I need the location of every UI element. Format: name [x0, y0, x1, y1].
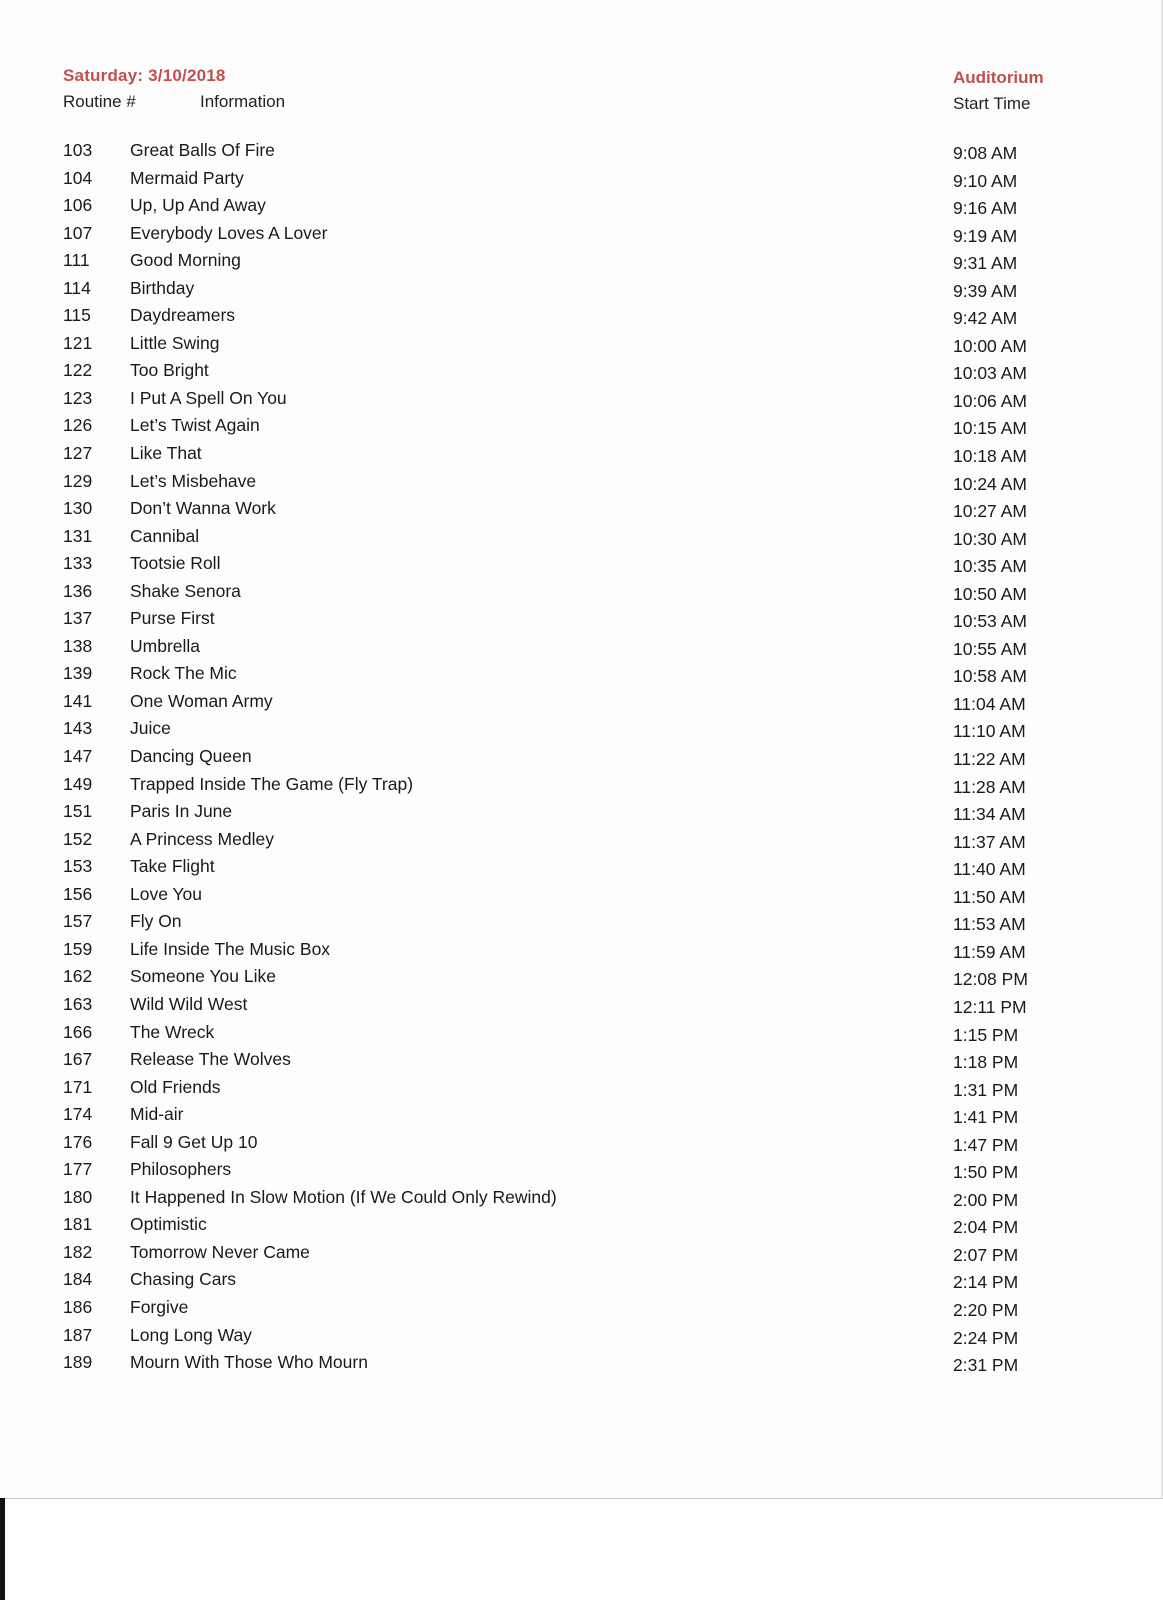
routine-start-time: 9:16 AM [953, 198, 1018, 219]
table-row [0, 856, 1163, 884]
table-row [0, 140, 1163, 168]
routine-title: Juice [130, 718, 171, 739]
blank-margin [5, 1499, 1163, 1600]
routine-title: Tootsie Roll [130, 553, 221, 574]
routine-start-time: 11:22 AM [953, 749, 1026, 770]
column-header-routine: Routine # [63, 92, 136, 111]
routine-number: 162 [63, 966, 93, 987]
routine-start-time: 10:58 AM [953, 666, 1027, 687]
routine-number: 127 [63, 443, 93, 464]
routine-start-time: 11:53 AM [953, 914, 1026, 935]
routine-number: 174 [63, 1104, 93, 1125]
routine-start-time: 1:50 PM [953, 1162, 1019, 1183]
routine-title: Cannibal [130, 525, 200, 546]
routine-title: One Woman Army [130, 690, 273, 711]
routine-start-time: 11:04 AM [953, 693, 1026, 714]
routine-title: Mermaid Party [130, 167, 244, 188]
table-row [0, 1269, 1163, 1297]
table-row [0, 1159, 1163, 1187]
routine-number: 180 [63, 1186, 93, 1207]
routine-title: Everybody Loves A Lover [130, 222, 328, 243]
table-row [0, 1022, 1163, 1050]
routine-title: The Wreck [130, 1021, 215, 1042]
table-row [0, 663, 1163, 691]
routine-number: 130 [63, 498, 93, 519]
table-row [0, 526, 1163, 554]
page-bottom-edge [0, 1498, 1163, 1499]
table-row [0, 939, 1163, 967]
routine-number: 189 [63, 1352, 93, 1373]
routine-start-time: 11:37 AM [953, 831, 1026, 852]
routine-start-time: 9:39 AM [953, 280, 1018, 301]
routine-start-time: 2:07 PM [953, 1244, 1019, 1265]
column-header-information: Information [200, 92, 286, 111]
routine-title: Love You [130, 883, 203, 904]
routine-start-time: 10:50 AM [953, 583, 1027, 604]
table-row [0, 636, 1163, 664]
table-row [0, 884, 1163, 912]
routine-start-time: 10:35 AM [953, 556, 1027, 577]
table-row [0, 608, 1163, 636]
routine-title: Chasing Cars [130, 1269, 237, 1290]
routine-list [0, 140, 1163, 1380]
table-row [0, 774, 1163, 802]
routine-number: 181 [63, 1214, 93, 1235]
routine-number: 157 [63, 911, 93, 932]
table-row [0, 718, 1163, 746]
table-row [0, 1325, 1163, 1353]
routine-number: 136 [63, 580, 93, 601]
routine-start-time: 11:28 AM [953, 776, 1026, 797]
routine-title: Dancing Queen [130, 746, 252, 767]
routine-number: 166 [63, 1021, 93, 1042]
routine-title: Don’t Wanna Work [130, 498, 276, 519]
table-row [0, 994, 1163, 1022]
routine-title: Someone You Like [130, 966, 276, 987]
routine-start-time: 12:11 PM [953, 996, 1027, 1017]
routine-title: Long Long Way [130, 1324, 252, 1345]
table-row [0, 415, 1163, 443]
table-row [0, 1132, 1163, 1160]
routine-number: 167 [63, 1049, 93, 1070]
routine-start-time: 2:04 PM [953, 1217, 1019, 1238]
routine-start-time: 11:59 AM [953, 941, 1026, 962]
table-row [0, 498, 1163, 526]
routine-title: Let’s Twist Again [130, 415, 260, 436]
routine-title: Up, Up And Away [130, 195, 266, 216]
routine-title: Purse First [130, 608, 215, 629]
routine-title: Old Friends [130, 1076, 221, 1097]
routine-start-time: 1:15 PM [953, 1024, 1019, 1045]
routine-number: 141 [63, 690, 93, 711]
routine-start-time: 10:00 AM [953, 335, 1027, 356]
routine-title: Fall 9 Get Up 10 [130, 1131, 258, 1152]
day-title: Saturday: 3/10/2018 [63, 66, 226, 85]
table-row [0, 195, 1163, 223]
routine-number: 184 [63, 1269, 93, 1290]
routine-number: 139 [63, 663, 93, 684]
routine-start-time: 2:00 PM [953, 1189, 1019, 1210]
table-row [0, 801, 1163, 829]
table-row [0, 1297, 1163, 1325]
routine-number: 115 [63, 305, 91, 326]
table-row [0, 966, 1163, 994]
routine-number: 163 [63, 993, 93, 1014]
routine-title: Too Bright [130, 360, 209, 381]
routine-number: 111 [63, 250, 90, 271]
routine-number: 137 [63, 608, 93, 629]
routine-start-time: 10:03 AM [953, 363, 1027, 384]
routine-start-time: 10:53 AM [953, 611, 1027, 632]
table-row [0, 471, 1163, 499]
routine-number: 131 [63, 525, 93, 546]
routine-title: A Princess Medley [130, 828, 274, 849]
routine-title: Life Inside The Music Box [130, 938, 331, 959]
routine-start-time: 11:50 AM [953, 886, 1026, 907]
table-row [0, 223, 1163, 251]
table-row [0, 278, 1163, 306]
routine-start-time: 1:47 PM [953, 1134, 1019, 1155]
routine-title: Trapped Inside The Game (Fly Trap) [130, 773, 414, 794]
routine-start-time: 2:14 PM [953, 1272, 1019, 1293]
routine-number: 133 [63, 553, 93, 574]
routine-title: Philosophers [130, 1159, 232, 1180]
routine-number: 152 [63, 828, 93, 849]
routine-number: 123 [63, 387, 93, 408]
routine-start-time: 11:10 AM [953, 721, 1026, 742]
routine-title: Let’s Misbehave [130, 470, 257, 491]
routine-number: 107 [63, 222, 93, 243]
routine-start-time: 1:31 PM [953, 1079, 1019, 1100]
table-row [0, 443, 1163, 471]
scan-shadow [0, 1498, 5, 1600]
routine-number: 143 [63, 718, 93, 739]
table-row [0, 1352, 1163, 1380]
routine-number: 151 [63, 801, 93, 822]
routine-number: 153 [63, 856, 93, 877]
table-row [0, 305, 1163, 333]
routine-start-time: 10:55 AM [953, 638, 1027, 659]
routine-title: Rock The Mic [130, 663, 237, 684]
routine-start-time: 9:31 AM [953, 253, 1018, 274]
routine-start-time: 9:19 AM [953, 225, 1018, 246]
routine-number: 149 [63, 773, 93, 794]
table-row [0, 388, 1163, 416]
routine-title: Optimistic [130, 1214, 207, 1235]
routine-start-time: 1:18 PM [953, 1052, 1019, 1073]
routine-start-time: 10:24 AM [953, 473, 1027, 494]
routine-start-time: 12:08 PM [953, 969, 1028, 990]
table-row [0, 250, 1163, 278]
routine-title: Mid-air [130, 1104, 184, 1125]
routine-title: Good Morning [130, 250, 241, 271]
routine-start-time: 10:27 AM [953, 501, 1027, 522]
table-row [0, 1242, 1163, 1270]
routine-start-time: 11:40 AM [953, 859, 1026, 880]
table-row [0, 360, 1163, 388]
routine-title: Wild Wild West [130, 993, 248, 1014]
table-row [0, 1187, 1163, 1215]
routine-start-time: 10:18 AM [953, 446, 1027, 467]
routine-title: Paris In June [130, 801, 233, 822]
routine-title: Great Balls Of Fire [130, 140, 275, 160]
venue-title: Auditorium [953, 68, 1044, 87]
routine-title: Take Flight [130, 856, 215, 877]
routine-start-time: 9:08 AM [953, 143, 1018, 163]
routine-start-time: 9:10 AM [953, 170, 1018, 191]
column-header-start-time: Start Time [953, 94, 1031, 113]
routine-start-time: 2:31 PM [953, 1355, 1019, 1376]
table-row [0, 1077, 1163, 1105]
routine-number: 114 [63, 277, 91, 298]
routine-title: Mourn With Those Who Mourn [130, 1352, 368, 1373]
table-row [0, 691, 1163, 719]
routine-number: 159 [63, 938, 93, 959]
routine-title: Umbrella [130, 635, 201, 656]
routine-start-time: 1:41 PM [953, 1107, 1019, 1128]
routine-title: Like That [130, 443, 202, 464]
routine-title: Tomorrow Never Came [130, 1241, 310, 1262]
routine-number: 106 [63, 195, 93, 216]
table-row [0, 1214, 1163, 1242]
table-row [0, 333, 1163, 361]
routine-title: Shake Senora [130, 580, 241, 601]
table-row [0, 911, 1163, 939]
routine-number: 103 [63, 140, 93, 160]
routine-start-time: 10:30 AM [953, 528, 1027, 549]
routine-number: 171 [63, 1076, 93, 1097]
routine-number: 138 [63, 635, 93, 656]
routine-number: 126 [63, 415, 93, 436]
routine-start-time: 11:34 AM [953, 804, 1026, 825]
table-row [0, 1104, 1163, 1132]
routine-title: Birthday [130, 277, 195, 298]
routine-number: 129 [63, 470, 93, 491]
routine-number: 104 [63, 167, 93, 188]
table-row [0, 829, 1163, 857]
routine-start-time: 10:06 AM [953, 390, 1027, 411]
routine-start-time: 2:24 PM [953, 1327, 1019, 1348]
routine-title: It Happened In Slow Motion (If We Could Only Rewind) [130, 1186, 557, 1207]
table-row [0, 553, 1163, 581]
table-row [0, 1049, 1163, 1077]
table-row [0, 168, 1163, 196]
routine-title: Release The Wolves [130, 1049, 291, 1070]
routine-number: 186 [63, 1296, 93, 1317]
routine-number: 122 [63, 360, 93, 381]
routine-title: Fly On [130, 911, 182, 932]
routine-start-time: 10:15 AM [953, 418, 1027, 439]
routine-start-time: 9:42 AM [953, 308, 1018, 329]
routine-title: Forgive [130, 1296, 189, 1317]
routine-number: 177 [63, 1159, 93, 1180]
routine-number: 176 [63, 1131, 93, 1152]
routine-number: 156 [63, 883, 93, 904]
routine-title: Daydreamers [130, 305, 236, 326]
routine-number: 121 [63, 332, 93, 353]
table-row [0, 581, 1163, 609]
routine-title: Little Swing [130, 332, 220, 353]
routine-start-time: 2:20 PM [953, 1299, 1019, 1320]
routine-number: 182 [63, 1241, 93, 1262]
routine-title: I Put A Spell On You [130, 387, 287, 408]
table-row [0, 746, 1163, 774]
routine-number: 187 [63, 1324, 93, 1345]
routine-number: 147 [63, 746, 93, 767]
